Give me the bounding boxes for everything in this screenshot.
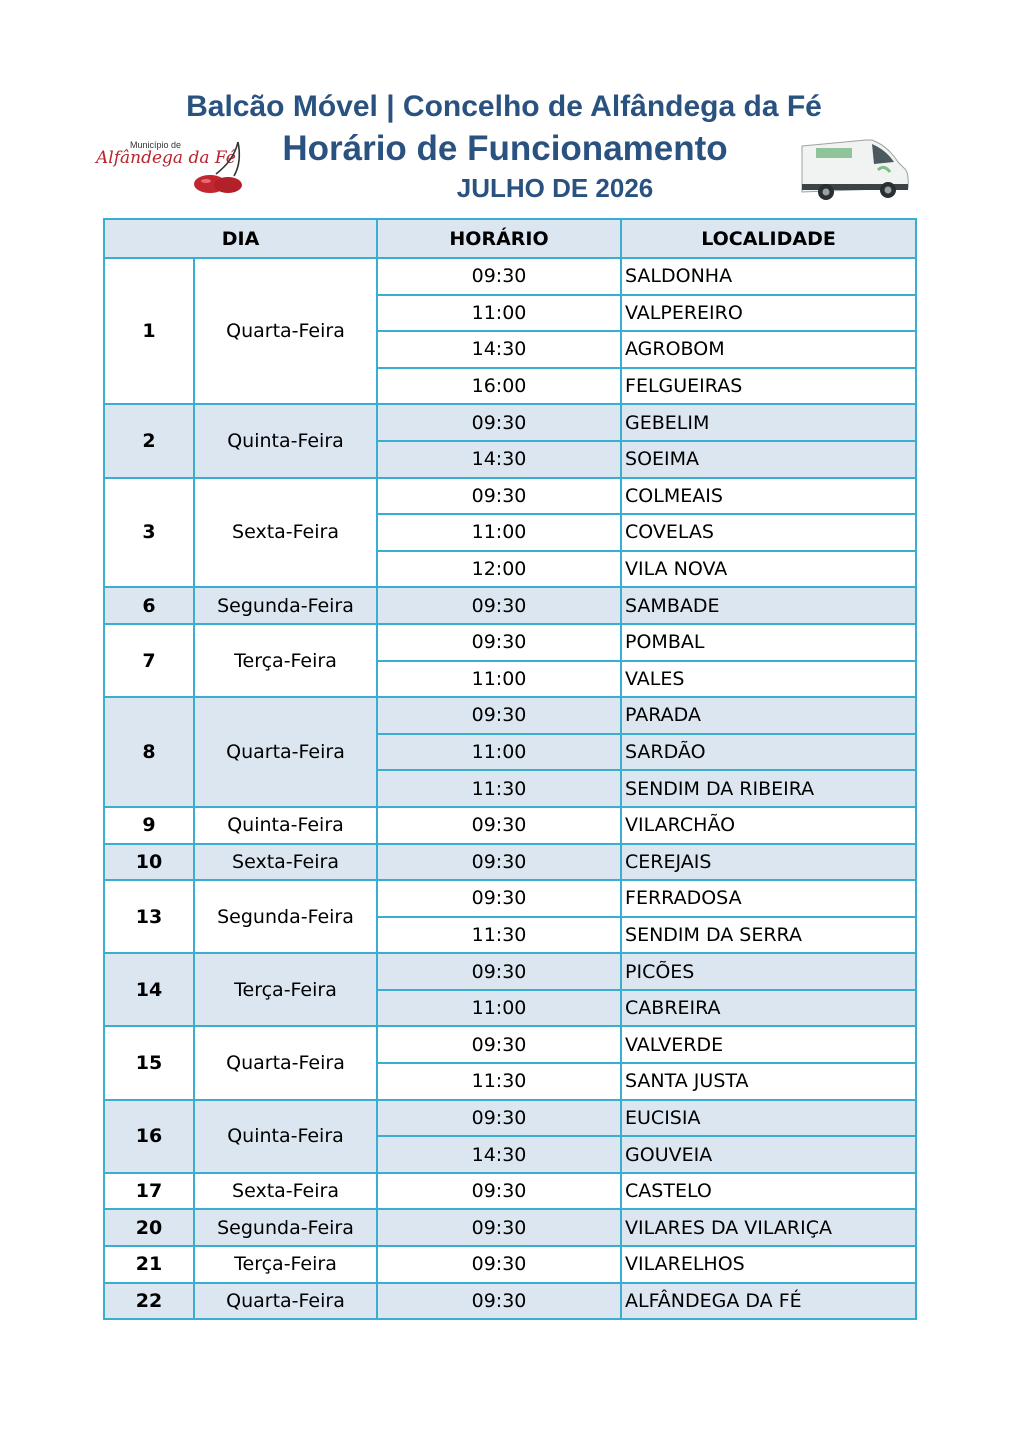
table-row (104, 1246, 916, 1283)
schedule-title: Horário de Funcionamento (282, 129, 728, 168)
table-row (104, 697, 916, 734)
weekday: Segunda-Feira (194, 587, 377, 624)
slot-location: VILA NOVA (621, 551, 916, 588)
weekday: Sexta-Feira (194, 1173, 377, 1210)
slot-location: SENDIM DA RIBEIRA (621, 770, 916, 807)
slot-location: AGROBOM (621, 331, 916, 368)
slot-location: SAMBADE (621, 587, 916, 624)
slot-location: CABREIRA (621, 990, 916, 1027)
day-number: 15 (104, 1026, 194, 1099)
weekday: Terça-Feira (194, 953, 377, 1026)
slot-location: VILARES DA VILARIÇA (621, 1209, 916, 1246)
slot-location: CASTELO (621, 1173, 916, 1210)
slot-location: VALVERDE (621, 1026, 916, 1063)
header-time: HORÁRIO (377, 219, 621, 258)
schedule-period: JULHO DE 2026 (456, 173, 654, 203)
weekday: Quarta-Feira (194, 1283, 377, 1320)
slot-location: POMBAL (621, 624, 916, 661)
table-row (104, 587, 916, 624)
table-row (104, 404, 916, 441)
table-row (104, 1100, 916, 1137)
slot-time: 09:30 (377, 807, 621, 844)
slot-location: PICÕES (621, 953, 916, 990)
slot-time: 11:30 (377, 770, 621, 807)
slot-time: 16:00 (377, 368, 621, 405)
table-row (104, 844, 916, 881)
slot-time: 11:30 (377, 917, 621, 954)
slot-time: 12:00 (377, 551, 621, 588)
day-number: 9 (104, 807, 194, 844)
slot-location: EUCISIA (621, 1100, 916, 1137)
weekday: Quinta-Feira (194, 807, 377, 844)
weekday: Segunda-Feira (194, 1209, 377, 1246)
slot-location: FELGUEIRAS (621, 368, 916, 405)
slot-time: 11:00 (377, 514, 621, 551)
day-number: 13 (104, 880, 194, 953)
day-number: 2 (104, 404, 194, 477)
slot-time: 14:30 (377, 331, 621, 368)
slot-time: 11:00 (377, 295, 621, 332)
day-number: 3 (104, 478, 194, 588)
slot-time: 11:00 (377, 734, 621, 771)
day-number: 6 (104, 587, 194, 624)
slot-time: 09:30 (377, 697, 621, 734)
slot-time: 09:30 (377, 1100, 621, 1137)
slot-location: COVELAS (621, 514, 916, 551)
weekday: Quinta-Feira (194, 404, 377, 477)
table-row (104, 1026, 916, 1063)
slot-time: 09:30 (377, 258, 621, 295)
delivery-van-icon (796, 132, 912, 204)
slot-time: 09:30 (377, 880, 621, 917)
weekday: Quarta-Feira (194, 697, 377, 807)
day-number: 21 (104, 1246, 194, 1283)
day-number: 8 (104, 697, 194, 807)
slot-location: GEBELIM (621, 404, 916, 441)
weekday: Segunda-Feira (194, 880, 377, 953)
slot-time: 11:00 (377, 661, 621, 698)
slot-location: PARADA (621, 697, 916, 734)
weekday: Sexta-Feira (194, 478, 377, 588)
slot-location: VALES (621, 661, 916, 698)
day-number: 14 (104, 953, 194, 1026)
slot-time: 09:30 (377, 1173, 621, 1210)
logo-script-text: Alfândega da Fé (96, 148, 236, 168)
day-number: 17 (104, 1173, 194, 1210)
slot-location: VALPEREIRO (621, 295, 916, 332)
day-number: 1 (104, 258, 194, 404)
slot-location: VILARCHÃO (621, 807, 916, 844)
day-number: 22 (104, 1283, 194, 1320)
table-row (104, 258, 916, 295)
slot-time: 09:30 (377, 953, 621, 990)
slot-time: 09:30 (377, 1026, 621, 1063)
slot-time: 09:30 (377, 1246, 621, 1283)
slot-time: 09:30 (377, 404, 621, 441)
slot-location: SANTA JUSTA (621, 1063, 916, 1100)
day-number: 7 (104, 624, 194, 697)
document-title: Balcão Móvel | Concelho de Alfândega da Fé (186, 90, 822, 123)
slot-location: SOEIMA (621, 441, 916, 478)
slot-location: COLMEAIS (621, 478, 916, 515)
slot-time: 09:30 (377, 478, 621, 515)
weekday: Quarta-Feira (194, 1026, 377, 1099)
slot-location: CEREJAIS (621, 844, 916, 881)
table-row (104, 880, 916, 917)
table-row (104, 953, 916, 990)
table-row (104, 624, 916, 661)
slot-time: 14:30 (377, 1136, 621, 1173)
table-row (104, 807, 916, 844)
slot-time: 09:30 (377, 587, 621, 624)
slot-location: SALDONHA (621, 258, 916, 295)
slot-location: SENDIM DA SERRA (621, 917, 916, 954)
weekday: Terça-Feira (194, 1246, 377, 1283)
slot-time: 09:30 (377, 844, 621, 881)
weekday: Quarta-Feira (194, 258, 377, 404)
slot-time: 09:30 (377, 1283, 621, 1320)
day-number: 10 (104, 844, 194, 881)
slot-location: VILARELHOS (621, 1246, 916, 1283)
table-row (104, 1209, 916, 1246)
day-number: 20 (104, 1209, 194, 1246)
slot-location: GOUVEIA (621, 1136, 916, 1173)
header-day: DIA (104, 219, 377, 258)
logo-small-text: Município de (130, 140, 182, 150)
slot-time: 11:30 (377, 1063, 621, 1100)
day-number: 16 (104, 1100, 194, 1173)
table-row (104, 1283, 916, 1320)
slot-time: 14:30 (377, 441, 621, 478)
weekday: Sexta-Feira (194, 844, 377, 881)
weekday: Quinta-Feira (194, 1100, 377, 1173)
slot-time: 09:30 (377, 1209, 621, 1246)
table-header-row (104, 219, 916, 258)
slot-location: ALFÂNDEGA DA FÉ (621, 1283, 916, 1320)
table-row (104, 478, 916, 515)
slot-time: 11:00 (377, 990, 621, 1027)
slot-location: FERRADOSA (621, 880, 916, 917)
table-row (104, 1173, 916, 1210)
schedule-table (103, 218, 917, 1320)
slot-time: 09:30 (377, 624, 621, 661)
header-location: LOCALIDADE (621, 219, 916, 258)
weekday: Terça-Feira (194, 624, 377, 697)
slot-location: SARDÃO (621, 734, 916, 771)
